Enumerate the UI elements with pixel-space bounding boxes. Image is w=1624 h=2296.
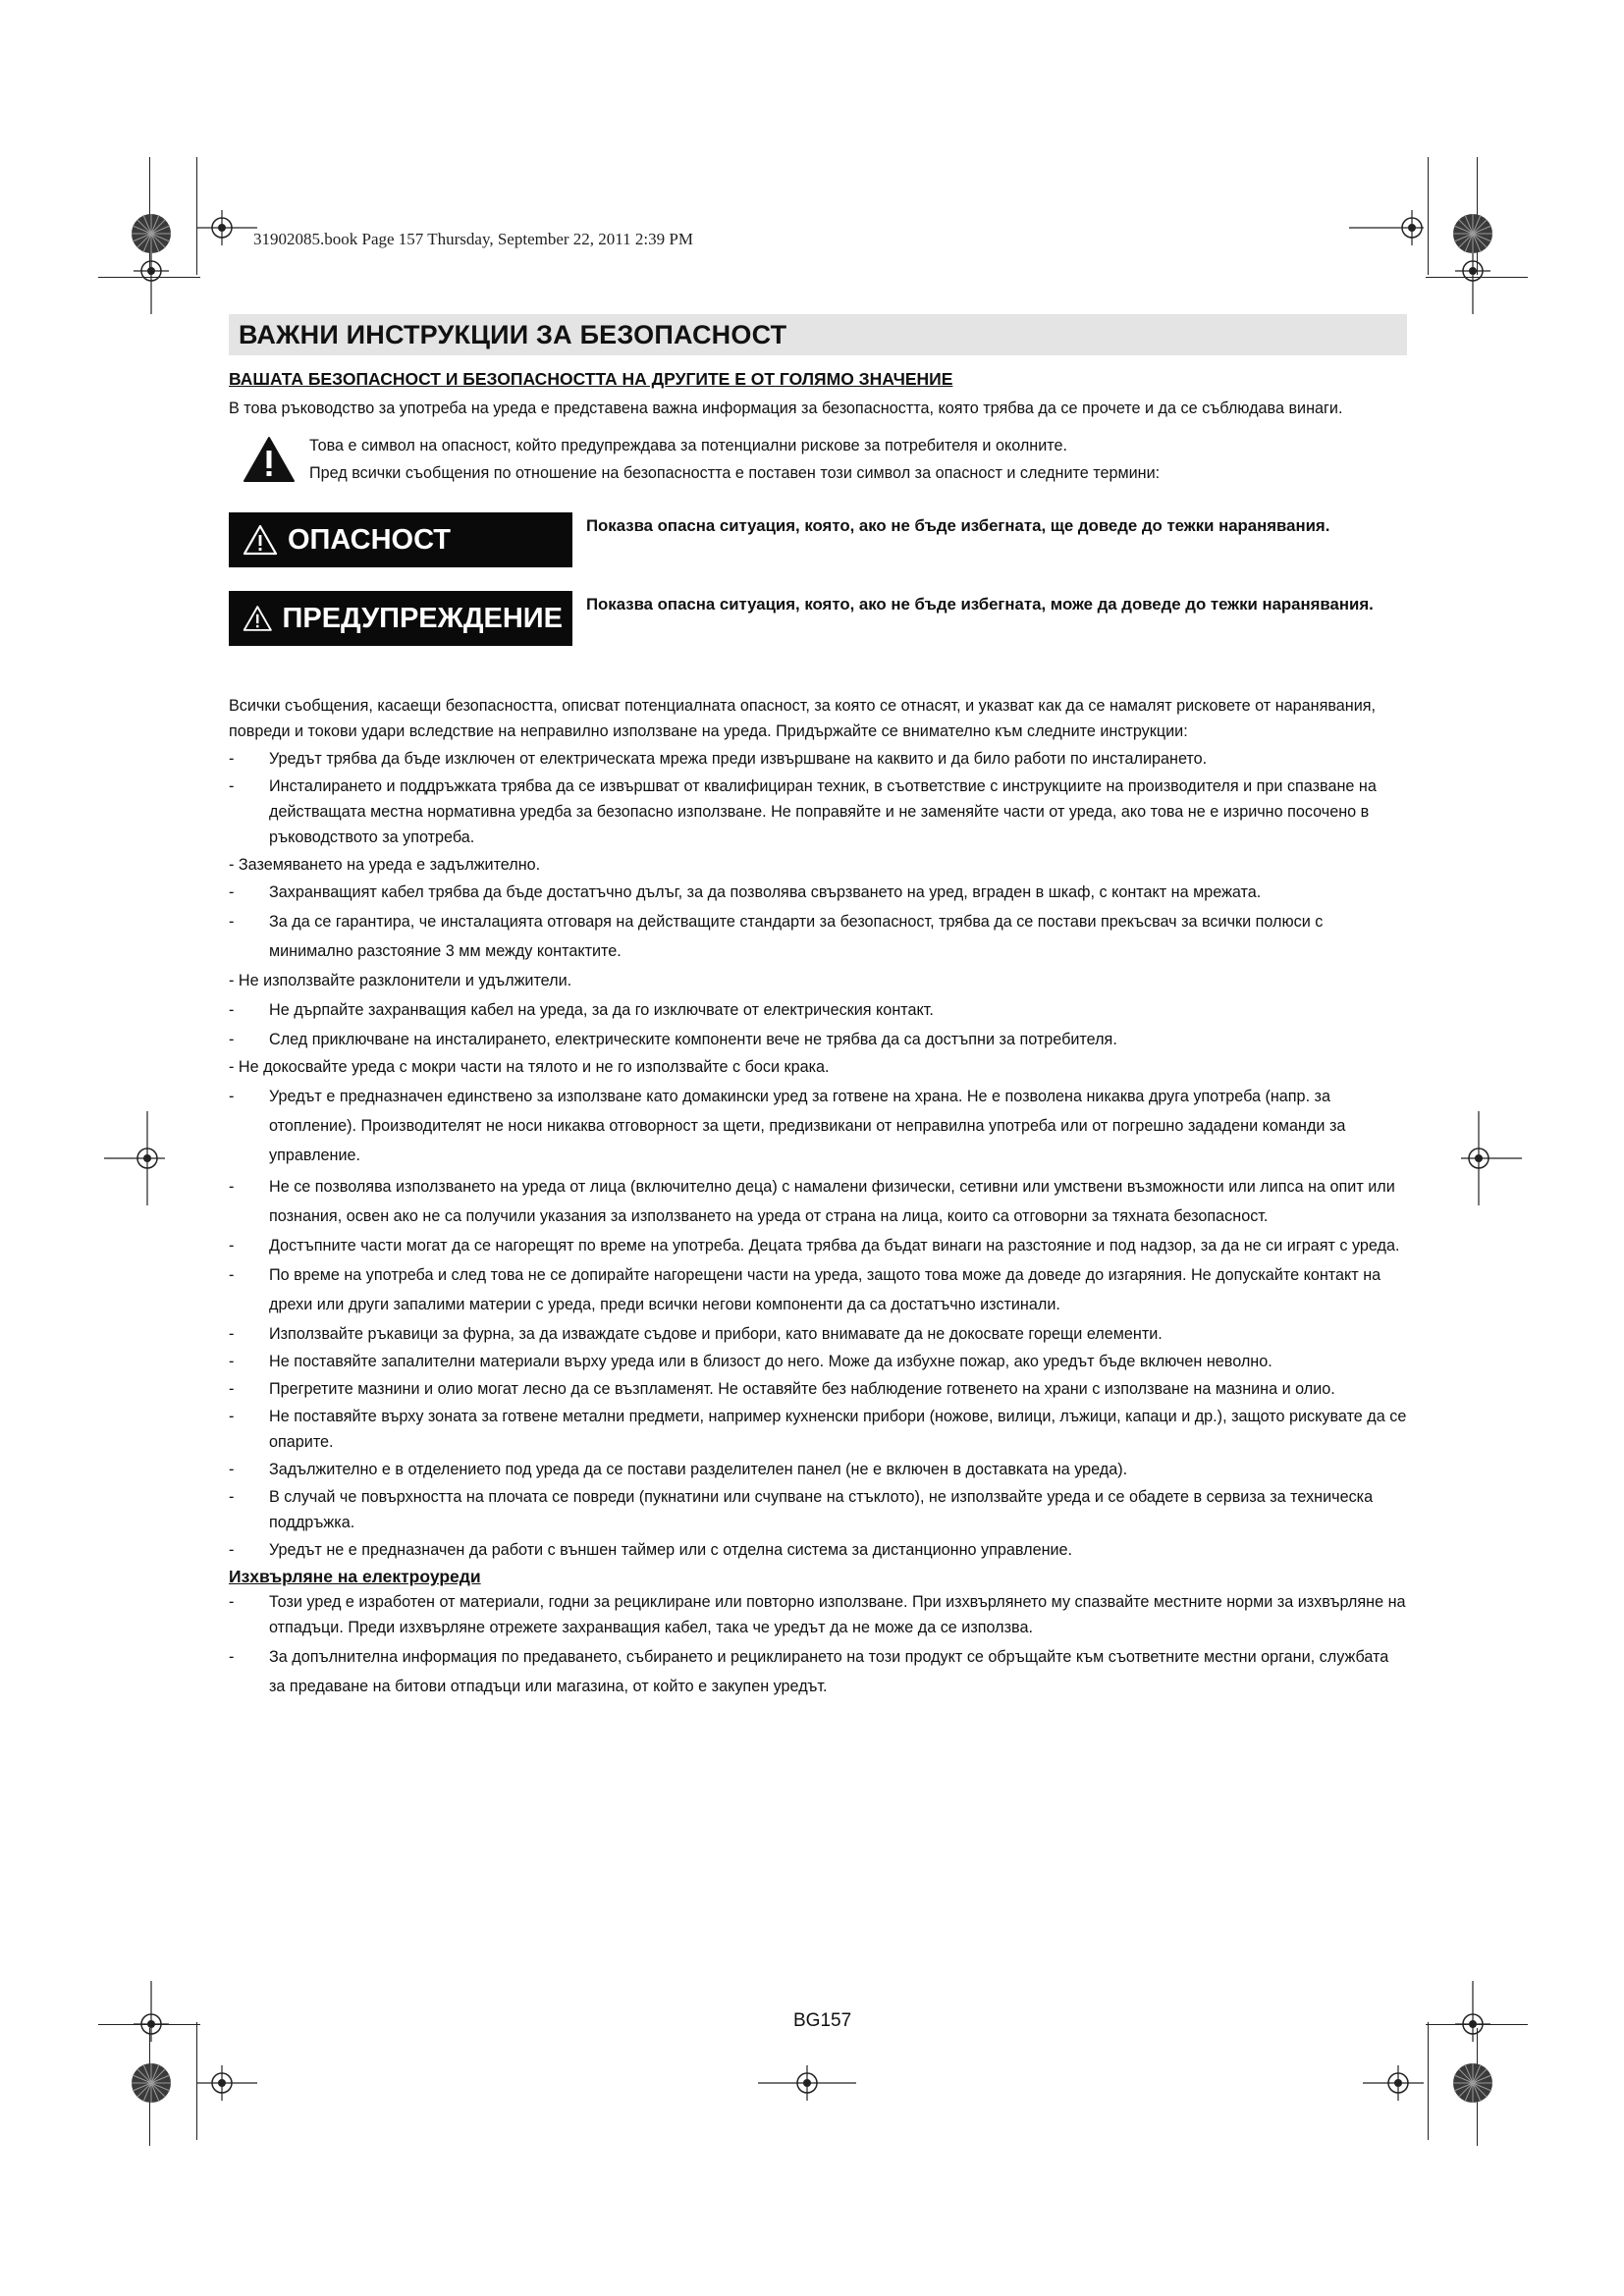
- registration-target-bottom-left: [194, 2063, 259, 2103]
- registration-target-bottom-center: [756, 2063, 858, 2103]
- registration-target-top-right: [1347, 208, 1426, 247]
- page-number: BG157: [793, 2010, 852, 2031]
- list-item: - За да се гарантира, че инсталацията отговаря на действащите стандарти за безопасност, трябва да се постави прекъсвач за всички полюси с минимално разстояние 3 мм между контактите.: [229, 907, 1407, 966]
- danger-label: ОПАСНОСТ: [288, 524, 451, 556]
- list-item: - Не дърпайте захранващия кабел на уреда, за да го изключвате от електрическия контакт.: [229, 995, 1407, 1025]
- warning-triangle-outline-icon: [243, 524, 278, 556]
- signal-warning: [229, 591, 1407, 650]
- registration-target-lower-right: [1453, 1979, 1492, 2044]
- registration-target-top-left: [194, 208, 259, 247]
- registration-target-upper-right: [1453, 251, 1492, 316]
- safety-list: [229, 746, 1407, 1563]
- intro-text: В това ръководство за употреба на уреда е представена важна информация за безопасността, която трябва да се прочете и да се съблюдава винаги.: [229, 400, 1343, 417]
- list-item: - Уредът е предназначен единствено за използване като домакински уред за готвене на храна. Не е позволена никаква друга употреба (напр. за отопление). Производителят не носи никаква отговорност за щети, предизвикани от неправилна употреба или от погрешно зададени команди за управление.: [229, 1082, 1407, 1170]
- safety-instructions-page: [229, 314, 1407, 1701]
- list-item: - Заземяването на уреда е задължително.: [229, 856, 541, 874]
- list-item: - Не поставяйте запалителни материали върху уреда или в близост до него. Може да избухне пожар, ако уредът бъде включен неволно.: [229, 1349, 1407, 1374]
- list-item: - Прегретите мазнини и олио могат лесно да се възпламенят. Не оставяйте без наблюдение готвенето на храни с използване на мазнина и олио.: [229, 1376, 1407, 1402]
- list-item: - Не се позволява използването на уреда от лица (включително деца) с намалени физически, сетивни или умствени възможности или липса на опит или познания, освен ако не са получили указания за използването на уреда от страна на лица, които са отговорни за тяхната безопасност.: [229, 1172, 1407, 1231]
- list-item: - Уредът трябва да бъде изключен от електрическата мрежа преди извършване на каквито и да било работи по инсталирането.: [229, 746, 1407, 772]
- registration-target-middle-right: [1459, 1109, 1524, 1207]
- color-bar-starburst-top-right: [1451, 212, 1494, 255]
- list-item: - Задължително е в отделението под уреда да се постави разделителен панел (не е включен в доставката на уреда).: [229, 1457, 1407, 1482]
- list-item: - За допълнителна информация по предаването, събирането и рециклирането на този продукт се обръщайте към съответните местни органи, службата за предаване на битови отпадъци или магазина, от който е закупен уредът.: [229, 1642, 1407, 1701]
- book-slug-info: 31902085.book Page 157 Thursday, September 22, 2011 2:39 PM: [253, 230, 693, 248]
- danger-label-box: [229, 512, 572, 567]
- list-item: - Захранващият кабел трябва да бъде достатъчно дълъг, за да позволява свързването на уред, вграден в шкаф, с контакт на мрежата.: [229, 880, 1407, 905]
- disposal-heading: Изхвърляне на електроуреди: [229, 1567, 481, 1586]
- page-title: ВАЖНИ ИНСТРУКЦИИ ЗА БЕЗОПАСНОСТ: [229, 314, 1407, 355]
- warning-description: Показва опасна ситуация, която, ако не бъде избегната, може да доведе до тежки наранявания.: [586, 595, 1374, 614]
- registration-target-lower-left: [132, 1979, 171, 2044]
- list-item: - Не докосвайте уреда с мокри части на тялото и не го използвайте с боси крака.: [229, 1058, 830, 1076]
- list-item: - Инсталирането и поддръжката трябва да се извършват от квалифициран техник, в съответствие с инструкциите на производителя и при спазване на действащата местна нормативна уредба за безопасно използване. Не поправяйте и не заменяйте части от уреда, ако това не е изрично посочено в ръководството за употреба.: [229, 774, 1407, 850]
- color-bar-starburst-bottom-right: [1451, 2061, 1494, 2105]
- list-item: - Не поставяйте върху зоната за готвене метални предмети, например кухненски прибори (ножове, вилици, лъжици, капаци и др.), защото рискувате да се опарите.: [229, 1404, 1407, 1455]
- warning-triangle-icon: [243, 436, 296, 483]
- danger-symbol-explanation: [229, 432, 1407, 491]
- list-item: - Уредът не е предназначен да работи с външен таймер или с отделна система за дистанционно управление.: [229, 1537, 1407, 1563]
- registration-target-bottom-right: [1361, 2063, 1426, 2103]
- registration-target-upper-left: [132, 251, 171, 316]
- list-item: - По време на употреба и след това не се допирайте нагорещени части на уреда, защото това може да доведе до изгаряния. Не допускайте контакт на дрехи или други запалими материи с уреда, преди всички негови компоненти да са достатъчно изстинали.: [229, 1260, 1407, 1319]
- signal-danger: [229, 512, 1407, 571]
- color-bar-starburst-bottom-left: [130, 2061, 173, 2105]
- list-item: - В случай че повърхността на плочата се повреди (пукнатини или счупване на стъклото), не използвайте уреда и се обадете в сервиза за техническа поддръжка.: [229, 1484, 1407, 1535]
- list-item: - Този уред е изработен от материали, годни за рециклиране или повторно използване. При изхвърлянето му спазвайте местните норми за изхвърляне на отпадъци. Преди изхвърляне отрежете захранващия кабел, така че уредът да не може да се използва.: [229, 1589, 1407, 1640]
- list-item: - Използвайте ръкавици за фурна, за да изваждате съдове и прибори, като внимавате да не докосвате горещи елементи.: [229, 1321, 1407, 1347]
- list-item: - Достъпните части могат да се нагорещят по време на употреба. Децата трябва да бъдат винаги на разстояние и под надзор, за да не си играят с уреда.: [229, 1233, 1407, 1258]
- color-bar-starburst-top-left: [130, 212, 173, 255]
- warning-label-box: [229, 591, 572, 646]
- danger-description: Показва опасна ситуация, която, ако не бъде избегната, ще доведе до тежки наранявания.: [586, 516, 1330, 535]
- warning-triangle-outline-icon: [243, 603, 273, 634]
- symbol-line-1: Това е символ на опасност, който предупреждава за потенциални рискове за потребителя и околните.: [309, 437, 1068, 454]
- registration-target-middle-left: [102, 1109, 167, 1207]
- list-item: - След приключване на инсталирането, електрическите компоненти вече не трябва да са достъпни за потребителя.: [229, 1027, 1407, 1052]
- symbol-line-2: Пред всички съобщения по отношение на безопасността е поставен този символ за опасност и следните термини:: [309, 464, 1161, 482]
- warning-label: ПРЕДУПРЕЖДЕНИЕ: [282, 603, 563, 634]
- general-safety-paragraph: Всички съобщения, касаещи безопасността, описват потенциалната опасност, за която се отнасят, и указват как да се намалят рисковете от наранявания, повреди и токови удари вследствие на неправилно използване на уреда. Придържайте се внимателно към следните инструкции:: [229, 697, 1377, 740]
- disposal-list: [229, 1589, 1407, 1701]
- list-item: - Не използвайте разклонители и удължители.: [229, 972, 572, 989]
- section-subheading: ВАШАТА БЕЗОПАСНОСТ И БЕЗОПАСНОСТТА НА ДРУГИТЕ Е ОТ ГОЛЯМО ЗНАЧЕНИЕ: [229, 369, 953, 389]
